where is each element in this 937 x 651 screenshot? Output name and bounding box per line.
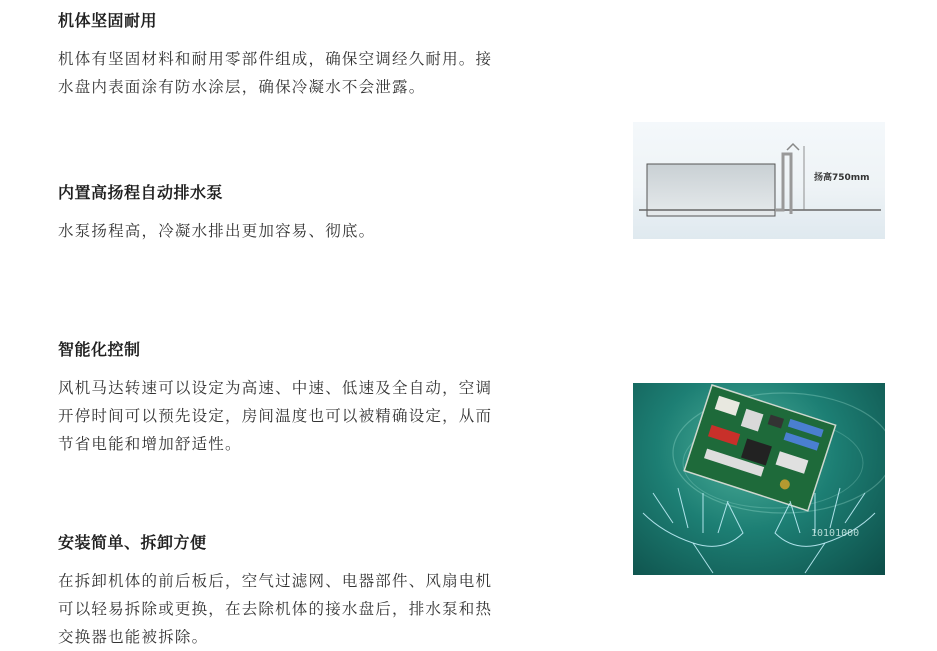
section-easy-install xyxy=(58,530,558,651)
indoor-unit-body xyxy=(647,164,775,216)
text-line: 在拆卸机体的前后板后，空气过滤网、电器部件、风扇电机 xyxy=(58,572,493,590)
text-line: 机体有坚固材料和耐用零部件组成，确保空调经久耐用。接 xyxy=(58,50,493,68)
text-line: 可以轻易拆除或更换，在去除机体的接水盘后，排水泵和热 xyxy=(58,600,493,618)
text-line: 水泵扬程高，冷凝水排出更加容易、彻底。 xyxy=(58,222,376,240)
text-line: 水盘内表面涂有防水涂层，确保冷凝水不会泄露。 xyxy=(58,78,426,96)
section-drain-pump xyxy=(58,180,558,245)
text-line: 交换器也能被拆除。 xyxy=(58,628,209,646)
text-line: 风机马达转速可以设定为高速、中速、低速及全自动，空调 xyxy=(58,379,493,397)
control-board-image xyxy=(633,383,885,575)
pipe-elbow xyxy=(787,144,799,150)
section-durable-body xyxy=(58,8,558,101)
binary-code-text: 10101000 xyxy=(811,528,860,539)
section-heading: 安装简单、拆卸方便 xyxy=(58,533,207,552)
section-heading: 智能化控制 xyxy=(58,340,141,359)
board-illustration-svg xyxy=(633,383,885,575)
section-text xyxy=(58,45,558,101)
lift-height-label: 扬高750mm xyxy=(814,173,870,183)
section-heading: 内置高扬程自动排水泵 xyxy=(58,183,224,202)
section-smart-control xyxy=(58,337,558,458)
section-text xyxy=(58,567,558,651)
section-heading: 机体坚固耐用 xyxy=(58,11,158,30)
section-text xyxy=(58,374,558,458)
text-line: 开停时间可以预先设定，房间温度也可以被精确设定，从而 xyxy=(58,407,493,425)
section-text xyxy=(58,217,558,245)
circuit-board xyxy=(684,385,835,511)
text-line: 节省电能和增加舒适性。 xyxy=(58,435,242,453)
drain-pump-diagram xyxy=(633,122,885,239)
drain-pipe xyxy=(775,154,791,214)
